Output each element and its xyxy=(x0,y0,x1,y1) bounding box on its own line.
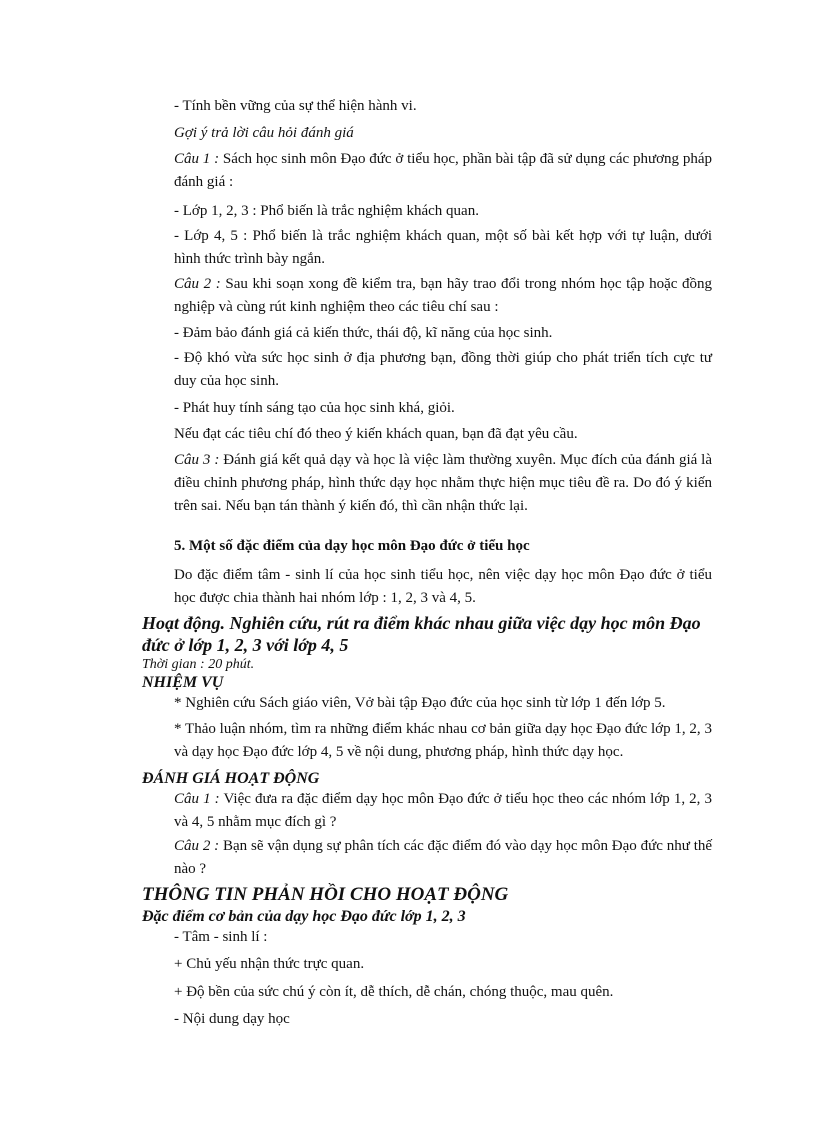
activity-time: Thời gian : 20 phút. xyxy=(142,657,255,672)
feedback-heading: THÔNG TIN PHẢN HỒI CHO HOẠT ĐỘNG xyxy=(142,884,509,905)
paragraph: - Nội dung dạy học xyxy=(174,1011,290,1027)
paragraph: + Chủ yếu nhận thức trực quan. xyxy=(174,956,365,972)
evaluation-heading: ĐÁNH GIÁ HOẠT ĐỘNG xyxy=(142,770,320,787)
paragraph: - Tâm - sinh lí : xyxy=(174,929,268,945)
paragraph: - Phát huy tính sáng tạo của học sinh khá, giỏi. xyxy=(174,400,455,416)
paragraph: - Độ khó vừa sức học sinh ở địa phương bạn, đồng thời giúp cho phát triển tích cực tư duy của học sinh. xyxy=(174,350,712,389)
paragraph: + Độ bền của sức chú ý còn ít, dễ thích, dễ chán, chóng thuộc, mau quên. xyxy=(174,984,614,1000)
activity-title: Hoạt động. Nghiên cứu, rút ra điểm khác nhau giữa việc dạy học môn Đạo đức ở lớp 1, 2, 3 với lớp 4, 5 xyxy=(142,613,701,655)
question-text: Đánh giá kết quả dạy và học là việc làm thường xuyên. Mục đích của đánh giá là điều chỉnh phương pháp, hình thức dạy học nhằm thực hiện mục tiêu đề ra. Do đó ý kiến trên sai. Nếu bạn tán thành ý kiến đó, thì cần nhận thức lại. xyxy=(174,452,713,514)
question-text: Sau khi soạn xong đề kiểm tra, bạn hãy trao đổi trong nhóm học tập hoặc đồng nghiệp và cùng rút kinh nghiệm theo các tiêu chí sau : xyxy=(174,276,713,315)
paragraph: - Đảm bảo đánh giá cả kiến thức, thái độ, kĩ năng của học sinh. xyxy=(174,325,553,341)
paragraph: Do đặc điểm tâm - sinh lí của học sinh tiểu học, nên việc dạy học môn Đạo đức ở tiểu học được chia thành hai nhóm lớp : 1, 2, 3 và 4, 5. xyxy=(174,567,712,606)
task-item: * Thảo luận nhóm, tìm ra những điểm khác nhau cơ bản giữa dạy học Đạo đức lớp 1, 2, 3 và dạy học Đạo đức lớp 4, 5 về nội dung, phương pháp, hình thức dạy học. xyxy=(174,721,712,760)
question-text: Việc đưa ra đặc điểm dạy học môn Đạo đức ở tiểu học theo các nhóm lớp 1, 2, 3 và 4, 5 nhằm mục đích gì ? xyxy=(174,791,712,830)
question-label: Câu 1 : xyxy=(174,151,220,167)
question-text: Sách học sinh môn Đạo đức ở tiểu học, phần bài tập đã sử dụng các phương pháp đánh giá : xyxy=(174,151,712,190)
question-label: Câu 1 : xyxy=(174,791,220,807)
paragraph: - Tính bền vững của sự thể hiện hành vi. xyxy=(174,98,417,114)
paragraph xyxy=(174,788,712,834)
question-label: Câu 2 : xyxy=(174,276,221,292)
feedback-subheading: Đặc điểm cơ bản của dạy học Đạo đức lớp 1, 2, 3 xyxy=(142,908,466,925)
question-label: Câu 2 : xyxy=(174,838,220,854)
task-item: * Nghiên cứu Sách giáo viên, Vở bài tập Đạo đức của học sinh từ lớp 1 đến lớp 5. xyxy=(174,695,666,711)
paragraph: - Lớp 4, 5 : Phổ biến là trắc nghiệm khách quan, một số bài kết hợp với tự luận, dưới hình thức trình bày ngắn. xyxy=(174,228,712,267)
paragraph: - Lớp 1, 2, 3 : Phổ biến là trắc nghiệm khách quan. xyxy=(174,203,479,219)
section-heading: 5. Một số đặc điểm của dạy học môn Đạo đức ở tiểu học xyxy=(174,538,530,554)
task-heading: NHIỆM VỤ xyxy=(142,674,224,691)
paragraph xyxy=(174,273,712,319)
subheading: Gợi ý trả lời câu hỏi đánh giá xyxy=(174,125,354,141)
question-text: Bạn sẽ vận dụng sự phân tích các đặc điểm đó vào dạy học môn Đạo đức như thế nào ? xyxy=(174,838,713,877)
paragraph xyxy=(174,449,712,518)
paragraph xyxy=(174,835,712,881)
paragraph: Nếu đạt các tiêu chí đó theo ý kiến khách quan, bạn đã đạt yêu cầu. xyxy=(174,426,578,442)
question-label: Câu 3 : xyxy=(174,452,220,468)
paragraph xyxy=(174,148,712,194)
